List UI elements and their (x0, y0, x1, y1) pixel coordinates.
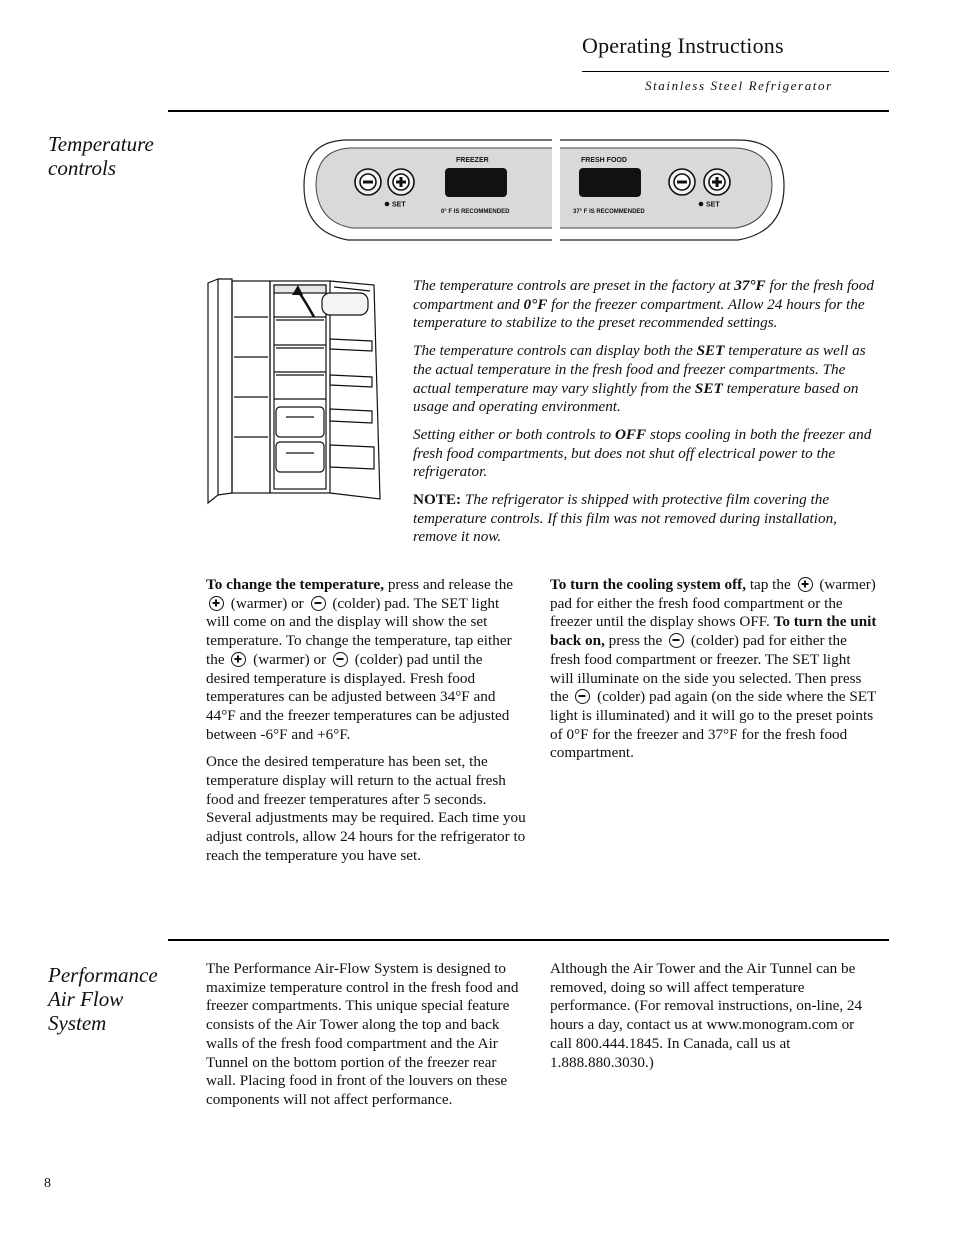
section-title-performance-air-flow (48, 963, 158, 1035)
fresh-food-set-label: SET (706, 201, 720, 209)
intro-text (413, 277, 877, 556)
freezer-warmer-button[interactable] (388, 169, 414, 195)
intro-paragraph: The temperature controls are preset in the factory at 37°F for the fresh food compartment and 0°F for the freezer compartment. Allow 24 hours for the temperature to stabilize to the preset recommended settings. (413, 277, 874, 332)
control-panel-illustration (300, 136, 790, 244)
fresh-food-warmer-button[interactable] (704, 169, 730, 195)
warmer-pad-icon (798, 577, 813, 592)
airflow-paragraph: The Performance Air-Flow System is designed to maximize temperature control in the fresh food and freezer compartments. This unique special feature consists of the Air Tower along the top and back walls of the fresh food compartment and the Air Tunnel on the bottom portion of the freezer rear wall. Placing food in front of the louvers on these components will not affect performance. (206, 960, 519, 1108)
warmer-pad-icon (231, 652, 246, 667)
section-divider (168, 939, 889, 941)
section-title-line: Performance (48, 963, 158, 987)
page-header-title: Operating Instructions (582, 33, 784, 58)
freezer-set-label: SET (392, 201, 406, 209)
refrigerator-illustration (204, 277, 382, 507)
change-temperature-paragraph: To change the temperature, press and release the (warmer) or (colder) pad. The SET light will come on and the display will show the set temperature. To change the temperature, tap either the (warmer) or (colder) pad until the desired temperature is displayed. Fresh food temperatures can be adjusted between 34°F and 44°F and the freezer temperatures can be adjusted between -6°F and +6°F. (206, 576, 514, 743)
freezer-set-light (385, 202, 390, 207)
fresh-food-label: FRESH FOOD (581, 157, 627, 164)
fresh-food-set-light (699, 202, 704, 207)
fresh-food-display (579, 168, 641, 197)
adjustment-paragraph: Once the desired temperature has been set, the temperature display will return to the actual fresh food and freezer temperatures after 5 seconds. Several adjustments may be required. Each time you adjust controls, allow 24 hours for the refrigerator to reach the temperature you have set. (206, 753, 526, 864)
header-rule (582, 71, 889, 72)
colder-pad-icon (669, 633, 684, 648)
colder-pad-icon (575, 689, 590, 704)
intro-paragraph: The temperature controls can display both the SET temperature as well as the actual temperature in the fresh food and freezer compartments. The actual temperature may vary slightly from the SET temperature based on usage and operating environment. (413, 342, 866, 416)
freezer-colder-button[interactable] (355, 169, 381, 195)
section-title-line: Air Flow (48, 987, 124, 1011)
section-divider (168, 110, 889, 112)
page-header-subtitle: Stainless Steel Refrigerator (645, 78, 833, 93)
airflow-right-column (550, 960, 877, 1081)
freezer-control-panel (304, 140, 552, 240)
freezer-display (445, 168, 507, 197)
airflow-removal-paragraph: Although the Air Tower and the Air Tunnel can be removed, doing so will affect temperature performance. (For removal instructions, on-line, 24 hours a day, contact us at www.monogram.com or call 800.444.1845. In Canada, call us at 1.888.880.3030.) (550, 960, 863, 1071)
section-title-line: Temperature (48, 132, 154, 156)
section-title-line: controls (48, 156, 117, 180)
warmer-pad-icon (209, 596, 224, 611)
note-label: NOTE: (413, 491, 462, 509)
airflow-left-column (206, 960, 524, 1119)
colder-pad-icon (311, 596, 326, 611)
note-paragraph: NOTE: The refrigerator is shipped with protective film covering the temperature controls. If this film was not removed during installation, remove it now. (413, 491, 837, 546)
section-title-temperature-controls (48, 132, 154, 180)
colder-pad-icon (333, 652, 348, 667)
fresh-food-control-panel (560, 140, 784, 240)
fresh-food-recommendation: 37° F IS RECOMMENDED (573, 209, 645, 215)
cooling-off-paragraph: To turn the cooling system off, tap the (warmer) pad for either the fresh food compartment or the freezer until the display shows OFF. To turn the unit back on, press the (colder) pad for either the fresh food compartment or freezer. The SET light will illuminate on the side you selected. Then press the (colder) pad again (on the side where the SET light is illuminated) and it will go to the preset points of 0°F for the freezer and 37°F for the fresh food compartment. (550, 576, 877, 762)
freezer-recommendation: 0° F IS RECOMMENDED (441, 209, 510, 215)
change-temperature-column (206, 576, 526, 875)
fresh-food-colder-button[interactable] (669, 169, 695, 195)
intro-paragraph: Setting either or both controls to OFF stops cooling in both the freezer and fresh food compartments, but does not shut off electrical power to the refrigerator. (413, 425, 872, 481)
cooling-off-column (550, 576, 877, 772)
page-number: 8 (44, 1176, 51, 1191)
freezer-label: FREEZER (456, 157, 489, 164)
section-title-line: System (48, 1011, 107, 1035)
